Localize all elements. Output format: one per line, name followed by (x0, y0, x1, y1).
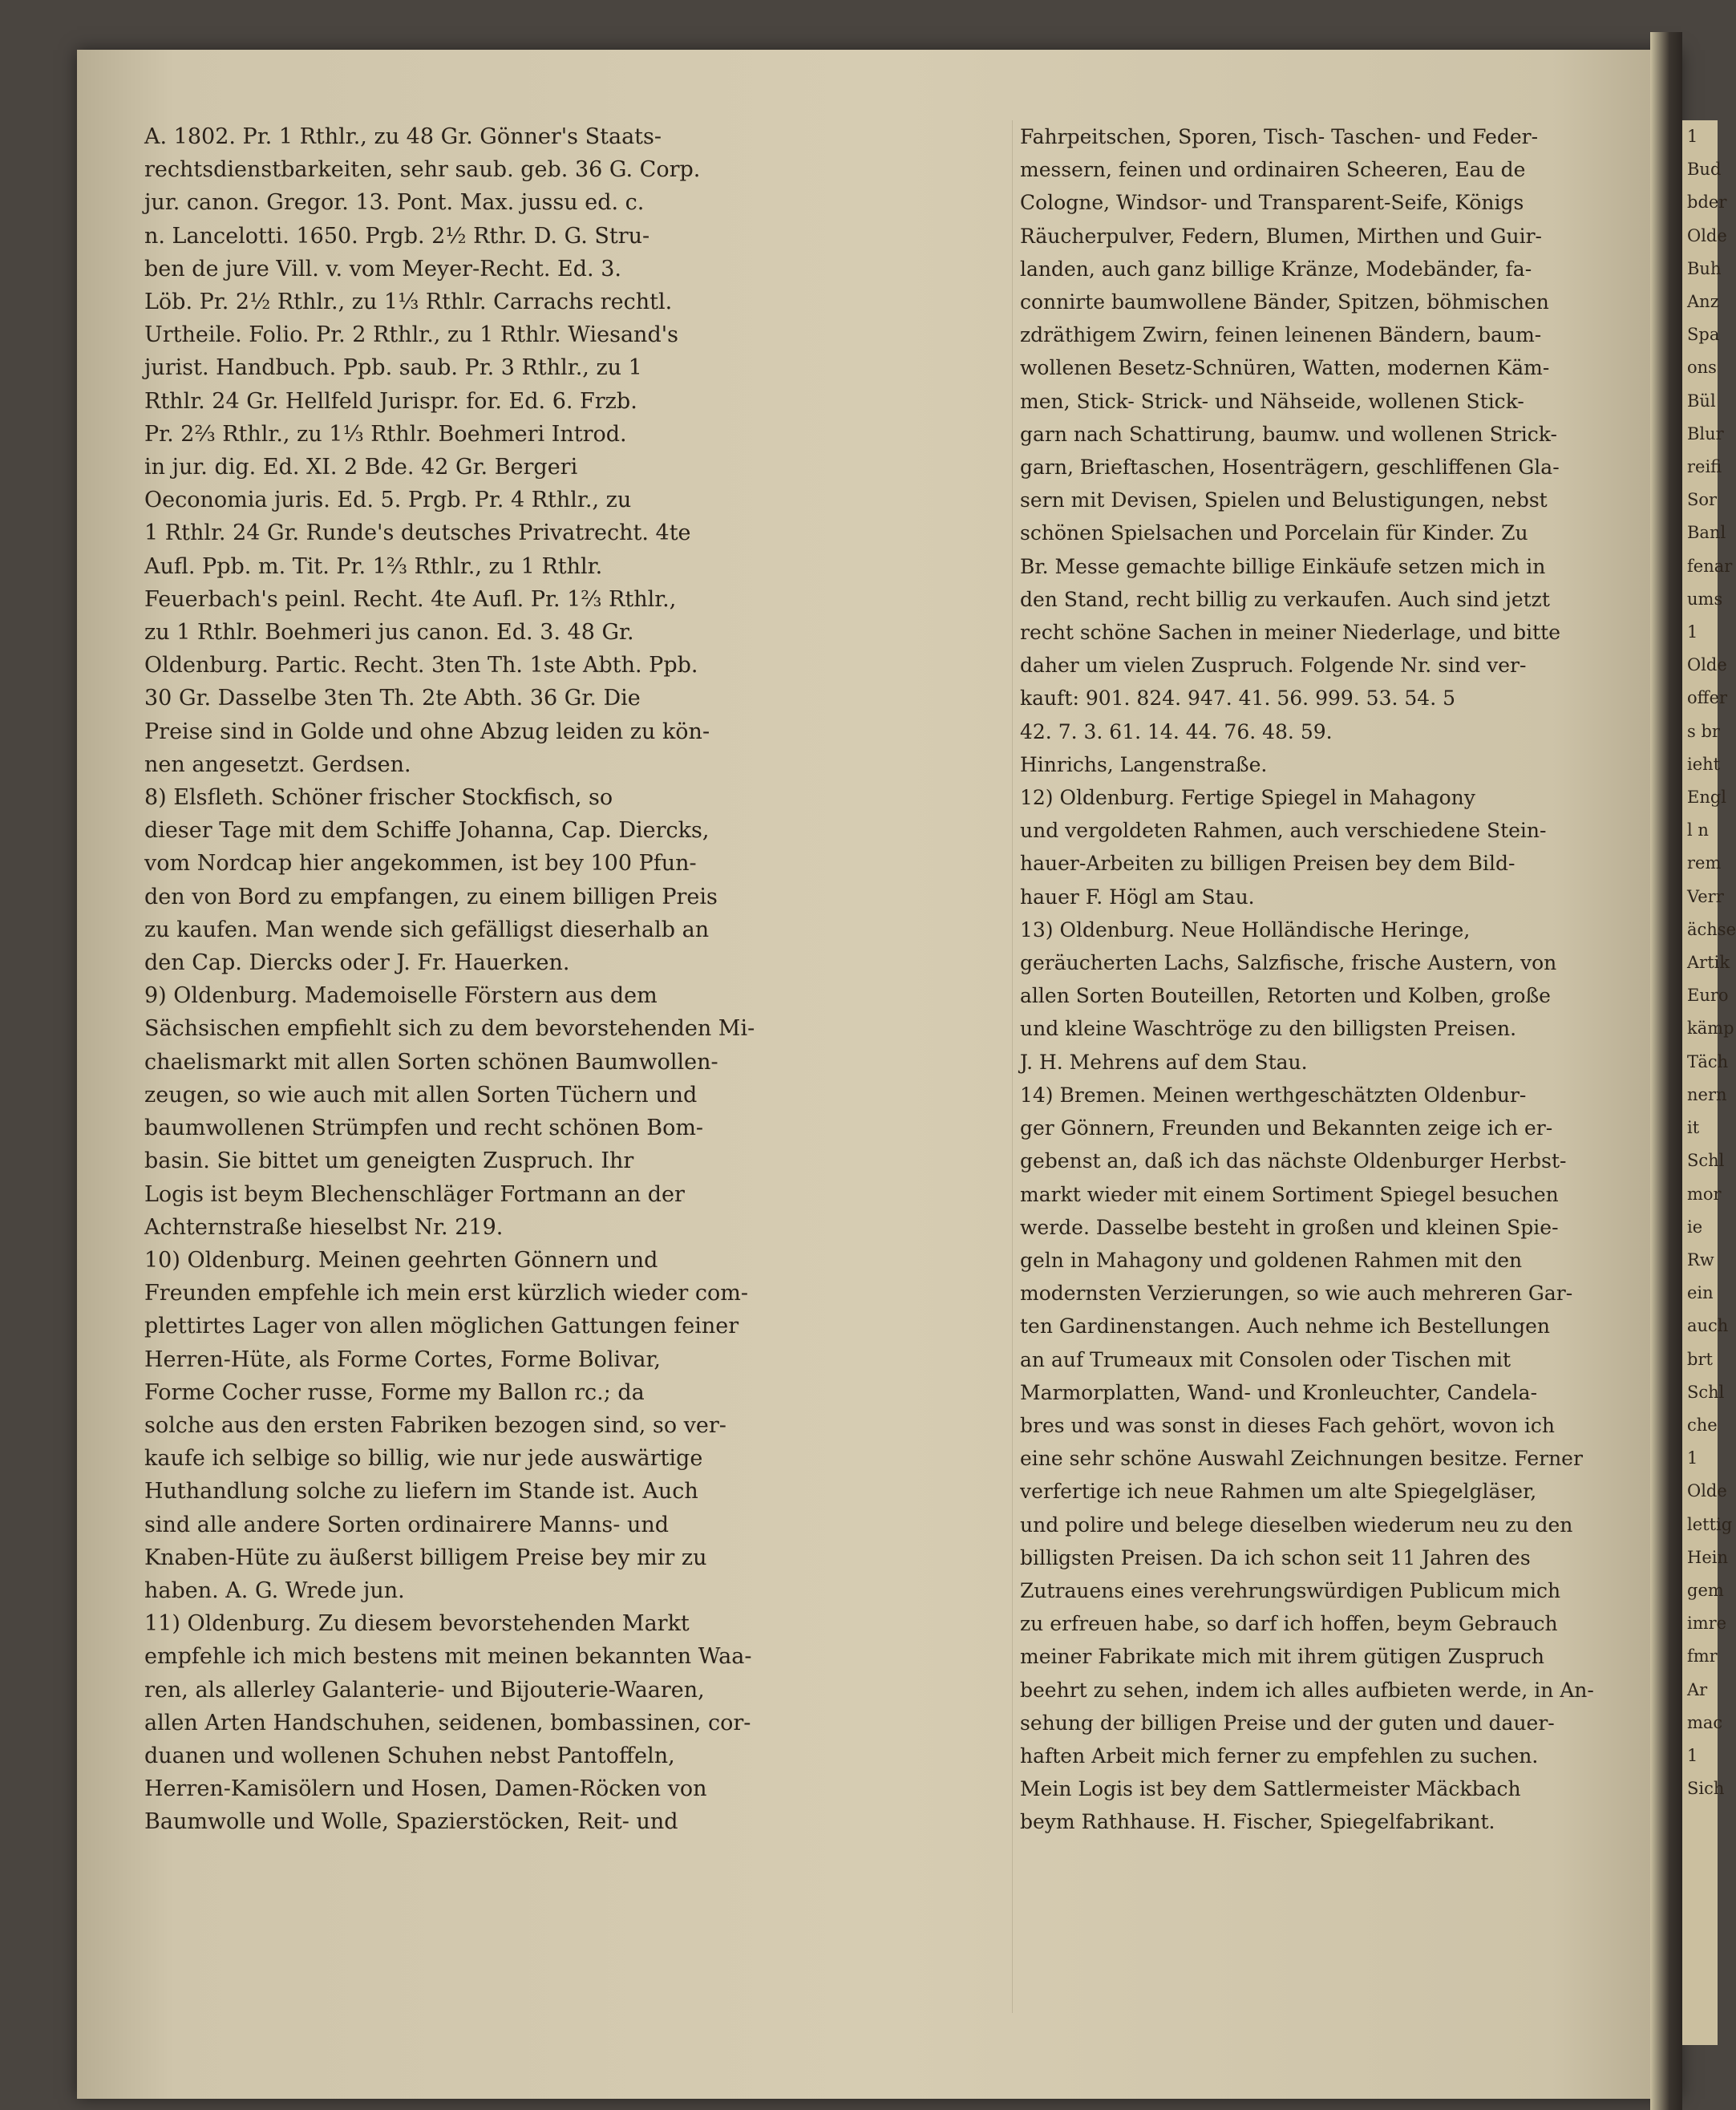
right-column-line: J. H. Mehrens auf dem Stau. (1020, 1050, 1308, 1074)
right-column-line: garn, Brieftaschen, Hosenträgern, geschliffenen Gla- (1020, 456, 1560, 480)
left-column-line: kaufe ich selbige so billig, wie nur jede auswärtige (144, 1446, 703, 1472)
next-page-fragment: offer (1687, 688, 1728, 708)
right-column-line: geln in Mahagony und goldenen Rahmen mit den (1020, 1248, 1523, 1272)
next-page-fragment: rem (1687, 853, 1722, 873)
next-page-fragment: Buh (1687, 258, 1722, 278)
left-column (144, 120, 1006, 1839)
next-page-fragment: kämp (1687, 1019, 1734, 1039)
next-page-fragment: Banl (1687, 523, 1726, 543)
next-page-fragment: Ar (1687, 1679, 1708, 1699)
next-page-fragment: mor (1687, 1184, 1722, 1204)
next-page-fragment: Schl (1687, 1151, 1725, 1171)
right-column-line: bres und was sonst in dieses Fach gehört, wovon ich (1020, 1413, 1556, 1437)
left-column-line: den von Bord zu empfangen, zu einem billigen Preis (144, 884, 718, 909)
left-column-line: allen Arten Handschuhen, seidenen, bombassinen, cor- (144, 1710, 751, 1735)
right-column-line: 14) Bremen. Meinen werthgeschätzten Oldenbur- (1020, 1083, 1527, 1107)
right-column-line: hauer F. Högl am Stau. (1020, 885, 1255, 909)
next-page-fragment: Olde (1687, 655, 1727, 675)
right-column-line: hauer-Arbeiten zu billigen Preisen bey dem Bild- (1020, 852, 1515, 876)
left-column-line: zeugen, so wie auch mit allen Sorten Tüchern und (144, 1082, 698, 1108)
next-page-edge (1682, 120, 1736, 2045)
right-column-line: kauft: 901. 824. 947. 41. 56. 999. 53. 54. 5 (1020, 686, 1455, 711)
next-page-fragment: Sich (1687, 1779, 1725, 1799)
left-column-line: Pr. 2⅔ Rthlr., zu 1⅓ Rthlr. Boehmeri Introd. (144, 421, 627, 447)
next-page-fragment: 1 (1687, 1745, 1698, 1765)
next-page-fragment: che (1687, 1415, 1718, 1435)
right-column-line: messern, feinen und ordinairen Scheeren, Eau de (1020, 158, 1526, 182)
right-column-line: modernsten Verzierungen, so wie auch mehreren Gar- (1020, 1282, 1573, 1306)
right-column-line: ger Gönnern, Freunden und Bekannten zeige ich er- (1020, 1116, 1553, 1140)
next-page-fragment: Rw (1687, 1249, 1714, 1270)
left-column-line: haben. A. G. Wrede jun. (144, 1577, 405, 1603)
left-column-line: baumwollenen Strümpfen und recht schönen Bom- (144, 1116, 704, 1141)
right-column-line: landen, auch ganz billige Kränze, Modebänder, fa- (1020, 257, 1532, 281)
left-column-line: Feuerbach's peinl. Recht. 4te Aufl. Pr. 1⅔ Rthlr., (144, 586, 677, 612)
right-column-line: schönen Spielsachen und Porcelain für Kinder. Zu (1020, 521, 1528, 545)
left-column-line: Baumwolle und Wolle, Spazierstöcken, Reit- und (144, 1809, 678, 1835)
next-page-fragment: Engl (1687, 788, 1727, 808)
next-page-fragment: Anz (1687, 292, 1719, 312)
left-column-line: 11) Oldenburg. Zu diesem bevorstehenden Markt (144, 1611, 690, 1637)
left-column-line: ben de jure Vill. v. vom Meyer-Recht. Ed. 3. (144, 256, 621, 281)
left-column-line: jurist. Handbuch. Ppb. saub. Pr. 3 Rthlr., zu 1 (144, 355, 642, 381)
left-column-line: Urtheile. Folio. Pr. 2 Rthlr., zu 1 Rthlr. Wiesand's (144, 322, 679, 348)
right-column-line: Marmorplatten, Wand- und Kronleuchter, Candela- (1020, 1380, 1538, 1404)
left-column-line: Knaben-Hüte zu äußerst billigem Preise bey mir zu (144, 1545, 707, 1570)
right-column-line: markt wieder mit einem Sortiment Spiegel besuchen (1020, 1182, 1559, 1206)
left-column-line: Forme Cocher russe, Forme my Ballon rc.; da (144, 1379, 645, 1405)
next-page-fragment: auch (1687, 1316, 1729, 1336)
next-page-fragment: Bül (1687, 391, 1716, 411)
next-page-fragment: 1 (1687, 127, 1698, 146)
left-column-line: rechtsdienstbarkeiten, sehr saub. geb. 36 G. Corp. (144, 157, 701, 183)
left-column-line: vom Nordcap hier angekommen, ist bey 100 Pfun- (144, 851, 697, 877)
right-column-line: men, Stick- Strick- und Nähseide, wollenen Stick- (1020, 389, 1524, 413)
right-column-line: Fahrpeitschen, Sporen, Tisch- Taschen- und Feder- (1020, 125, 1539, 148)
left-column-line: Huthandlung solche zu liefern im Stande ist. Auch (144, 1479, 698, 1505)
left-column-line: basin. Sie bittet um geneigten Zuspruch. Ihr (144, 1148, 634, 1174)
left-column-line: jur. canon. Gregor. 13. Pont. Max. jussu ed. c. (144, 190, 645, 216)
right-column-line: allen Sorten Bouteillen, Retorten und Kolben, große (1020, 984, 1551, 1008)
next-page-fragment: it (1687, 1118, 1700, 1138)
next-page-fragment: Sor (1687, 490, 1718, 510)
next-page-fragment: reifi (1687, 457, 1722, 477)
next-page-fragment: 1 (1687, 1448, 1698, 1468)
next-page-fragment: Schl (1687, 1382, 1725, 1402)
left-column-line: den Cap. Diercks oder J. Fr. Hauerken. (144, 950, 570, 976)
next-page-fragment: Euro (1687, 986, 1729, 1006)
next-page-fragment: ie (1687, 1217, 1703, 1237)
left-column-line: 30 Gr. Dasselbe 3ten Th. 2te Abth. 36 Gr. Die (144, 686, 641, 711)
left-column-line: Freunden empfehle ich mein erst kürzlich wieder com- (144, 1281, 748, 1306)
next-page-fragment: Täch (1687, 1051, 1729, 1071)
right-column-line: beym Rathhause. H. Fischer, Spiegelfabrikant. (1020, 1810, 1495, 1834)
right-column-line: sehung der billigen Preise und der guten und dauer- (1020, 1711, 1555, 1735)
next-page-fragment: Artik (1687, 953, 1730, 973)
right-column-line: haften Arbeit mich ferner zu empfehlen zu suchen. (1020, 1743, 1539, 1768)
right-column-line: an auf Trumeaux mit Consolen oder Tischen mit (1020, 1347, 1511, 1371)
right-column-line: und polire und belege dieselben wiederum neu zu den (1020, 1513, 1573, 1537)
right-column-line: 13) Oldenburg. Neue Holländische Heringe, (1020, 917, 1471, 942)
left-column-line: Herren-Hüte, als Forme Cortes, Forme Bolivar, (144, 1347, 662, 1372)
next-page-fragment: brt (1687, 1349, 1713, 1369)
right-column-line: eine sehr schöne Auswahl Zeichnungen besitze. Ferner (1020, 1447, 1583, 1471)
next-page-fragment: ums (1687, 589, 1723, 609)
right-column-line: geräucherten Lachs, Salzfische, frische Austern, von (1020, 951, 1557, 975)
left-column-line: duanen und wollenen Schuhen nebst Pantoffeln, (144, 1743, 675, 1768)
left-column-line: Oldenburg. Partic. Recht. 3ten Th. 1ste Abth. Ppb. (144, 653, 698, 678)
right-column-line: und kleine Waschtröge zu den billigsten Preisen. (1020, 1017, 1517, 1041)
left-column-line: 10) Oldenburg. Meinen geehrten Gönnern und (144, 1247, 658, 1273)
right-column (1020, 120, 1677, 1839)
right-column-line: 42. 7. 3. 61. 14. 44. 76. 48. 59. (1020, 719, 1333, 743)
right-column-line: gebenst an, daß ich das nächste Oldenburger Herbst- (1020, 1149, 1567, 1173)
right-column-line: Mein Logis ist bey dem Sattlermeister Mäckbach (1020, 1777, 1521, 1801)
next-page-fragment: Blur (1687, 423, 1724, 443)
next-page-fragment: Verr (1687, 886, 1724, 906)
left-column-line: Sächsischen empfiehlt sich zu dem bevorstehenden Mi- (144, 1016, 755, 1042)
next-page-fragment: Hein (1687, 1547, 1728, 1567)
next-page-fragment: imre (1687, 1614, 1727, 1634)
right-column-line: billigsten Preisen. Da ich schon seit 11 Jahren des (1020, 1545, 1531, 1569)
left-column-line: Preise sind in Golde und ohne Abzug leiden zu kön- (144, 719, 710, 744)
left-column-line: 8) Elsfleth. Schöner frischer Stockfisch, so (144, 785, 613, 811)
next-page-fragment: Olde (1687, 225, 1727, 245)
right-column-line: Hinrichs, Langenstraße. (1020, 752, 1268, 776)
next-page-fragment: nern (1687, 1084, 1727, 1104)
left-column-line: empfehle ich mich bestens mit meinen bekannten Waa- (144, 1644, 752, 1670)
right-column-line: werde. Dasselbe besteht in großen und kleinen Spie- (1020, 1215, 1559, 1239)
next-page-fragment: l n (1687, 820, 1709, 840)
left-column-line: Aufl. Ppb. m. Tit. Pr. 1⅔ Rthlr., zu 1 Rthlr. (144, 553, 603, 579)
left-column-line: nen angesetzt. Gerdsen. (144, 751, 411, 777)
right-column-line: den Stand, recht billig zu verkaufen. Auch sind jetzt (1020, 587, 1550, 611)
left-column-line: chaelismarkt mit allen Sorten schönen Baumwollen- (144, 1049, 718, 1075)
right-column-line: Cologne, Windsor- und Transparent-Seife, Königs (1020, 191, 1524, 215)
next-page-fragment: Spa (1687, 325, 1720, 345)
right-column-line: zdräthigem Zwirn, feinen leinenen Bändern, baum- (1020, 323, 1542, 347)
next-page-fragment: ieht (1687, 754, 1721, 774)
right-column-line: connirte baumwollene Bänder, Spitzen, böhmischen (1020, 290, 1549, 314)
next-page-fragment: Olde (1687, 1481, 1727, 1501)
left-column-line: Logis ist beym Blechenschläger Fortmann an der (144, 1181, 685, 1207)
left-column-line: 1 Rthlr. 24 Gr. Runde's deutsches Privatrecht. 4te (144, 520, 691, 546)
left-column-line: 9) Oldenburg. Mademoiselle Förstern aus dem (144, 983, 658, 1009)
next-page-fragment: mac (1687, 1712, 1723, 1732)
next-page-fragment: fmr (1687, 1646, 1718, 1667)
left-column-line: in jur. dig. Ed. XI. 2 Bde. 42 Gr. Bergeri (144, 455, 578, 480)
right-column-line: sern mit Devisen, Spielen und Belustigungen, nebst (1020, 488, 1548, 512)
next-page-fragment: 1 (1687, 622, 1698, 642)
right-column-line: wollenen Besetz-Schnüren, Watten, modernen Käm- (1020, 356, 1550, 380)
left-column-line: sind alle andere Sorten ordinairere Manns- und (144, 1512, 670, 1537)
next-page-fragment: ein (1687, 1283, 1714, 1303)
left-column-line: ren, als allerley Galanterie- und Bijouterie-Waaren, (144, 1677, 705, 1703)
next-page-fragment: gem (1687, 1580, 1724, 1600)
right-column-line: meiner Fabrikate mich mit ihrem gütigen Zuspruch (1020, 1645, 1545, 1669)
next-page-fragment: bder (1687, 192, 1727, 213)
left-column-line: Oeconomia juris. Ed. 5. Prgb. Pr. 4 Rthlr., zu (144, 488, 632, 513)
left-column-line: dieser Tage mit dem Schiffe Johanna, Cap. Diercks, (144, 818, 710, 844)
left-column-line: Löb. Pr. 2½ Rthlr., zu 1⅓ Rthlr. Carrachs rechtl. (144, 290, 673, 315)
right-column-line: daher um vielen Zuspruch. Folgende Nr. sind ver- (1020, 654, 1527, 678)
right-column-line: beehrt zu sehen, indem ich alles aufbieten werde, in An- (1020, 1678, 1594, 1702)
left-column-line: Achternstraße hieselbst Nr. 219. (144, 1214, 504, 1240)
right-column-line: Br. Messe gemachte billige Einkäufe setzen mich in (1020, 554, 1546, 578)
right-column-line: 12) Oldenburg. Fertige Spiegel in Mahagony (1020, 786, 1475, 810)
left-column-line: zu 1 Rthlr. Boehmeri jus canon. Ed. 3. 48 Gr. (144, 620, 634, 646)
left-column-line: Herren-Kamisölern und Hosen, Damen-Röcken von (144, 1776, 707, 1802)
left-column-line: plettirtes Lager von allen möglichen Gattungen feiner (144, 1314, 739, 1339)
right-column-line: recht schöne Sachen in meiner Niederlage, und bitte (1020, 621, 1561, 645)
right-column-line: und vergoldeten Rahmen, auch verschiedene Stein- (1020, 819, 1547, 843)
right-column-line: ten Gardinenstangen. Auch nehme ich Bestellungen (1020, 1314, 1551, 1338)
right-column-line: garn nach Schattirung, baumw. und wollenen Strick- (1020, 422, 1557, 446)
column-divider (1012, 120, 1013, 2013)
next-page-fragment: Bud (1687, 160, 1722, 180)
next-page-fragment: s br (1687, 721, 1720, 741)
right-column-line: zu erfreuen habe, so darf ich hoffen, beym Gebrauch (1020, 1612, 1558, 1636)
left-column-line: Rthlr. 24 Gr. Hellfeld Jurispr. for. Ed. 6. Frzb. (144, 388, 637, 414)
right-column-line: Zutrauens eines verehrungswürdigen Publicum mich (1020, 1578, 1561, 1602)
left-column-line: zu kaufen. Man wende sich gefälligst dieserhalb an (144, 917, 710, 942)
left-column-line: A. 1802. Pr. 1 Rthlr., zu 48 Gr. Gönner's Staats- (144, 124, 662, 149)
right-column-line: Räucherpulver, Federn, Blumen, Mirthen und Guir- (1020, 224, 1543, 248)
next-page-fragment: fenar (1687, 556, 1733, 576)
next-page-fragment: lettig (1687, 1514, 1733, 1534)
next-page-fragment: ächse (1687, 919, 1736, 939)
next-page-fragment: ons (1687, 358, 1717, 378)
right-column-line: verfertige ich neue Rahmen um alte Spiegelgläser, (1020, 1480, 1537, 1504)
left-column-line: n. Lancelotti. 1650. Prgb. 2½ Rthr. D. G. Stru- (144, 223, 650, 249)
left-column-line: solche aus den ersten Fabriken bezogen sind, so ver- (144, 1412, 726, 1438)
